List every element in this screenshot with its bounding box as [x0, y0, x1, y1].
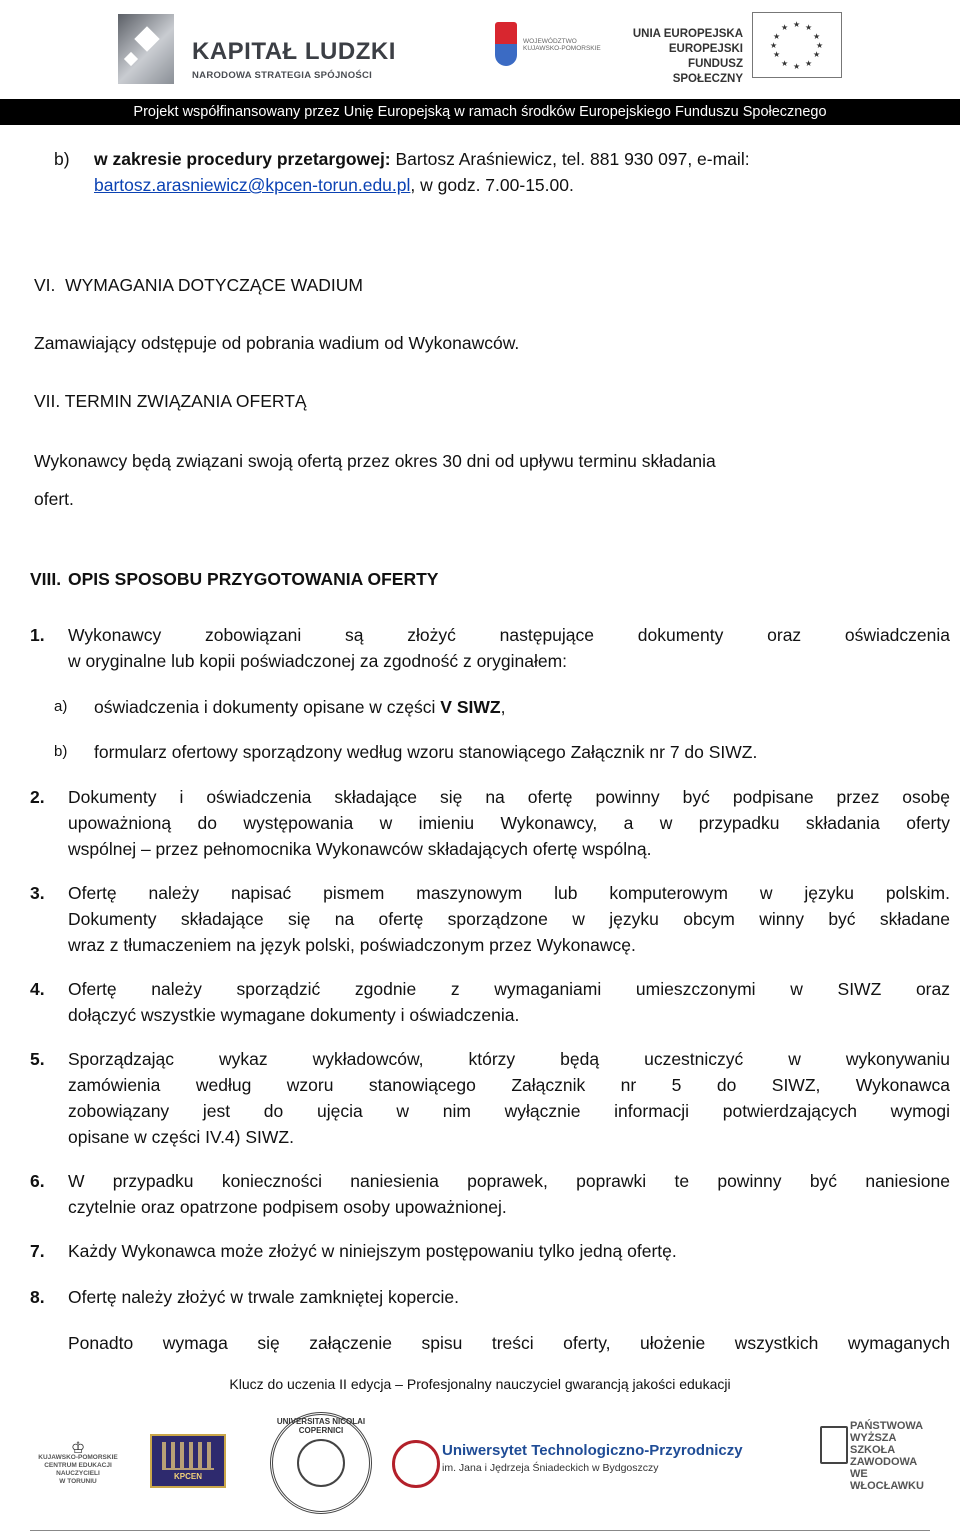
section-7-title: VII. TERMIN ZWIĄZANIA OFERTĄ	[34, 391, 307, 411]
kapital-ludzki-logo	[118, 8, 408, 92]
section-8-continuation: Ponadto wymaga się załączenie spisu treści oferty, ułożenie wszystkich wymaganych	[68, 1333, 950, 1353]
footer-rule	[30, 1530, 930, 1531]
contact-line-1	[94, 146, 750, 172]
item-3-line-3: wraz z tłumaczeniem na język polski, poświadczonym przez Wykonawcę.	[68, 935, 636, 955]
umk-seal-icon	[297, 1439, 345, 1487]
kpcen-logo	[150, 1434, 226, 1488]
header-logo-bar	[0, 0, 960, 100]
item-6-text	[68, 1168, 950, 1220]
item-2-line-1: Dokumenty i oświadczenia składające się na ofertę powinny być podpisane przez osobę	[68, 787, 950, 807]
item-5-line-2: zamówienia według wzoru stanowiącego Załącznik nr 5 do SIWZ, Wykonawca	[68, 1075, 950, 1095]
utp-emblem-icon	[392, 1440, 440, 1488]
item-5-line-4: opisane w części IV.4) SIWZ.	[68, 1127, 294, 1147]
section-7-text-line-2: ofert.	[34, 489, 74, 509]
item-2-line-2: upoważnioną do występowania w imieniu Wykonawcy, a w przypadku składania oferty	[68, 813, 950, 833]
item-5-line-3: zobowiązany jest do ujęcia w nim wyłącznie informacji potwierdzających wymogi	[68, 1101, 950, 1121]
pwsz-text: PAŃSTWOWA WYŻSZA SZKOŁA ZAWODOWA WE WŁOCŁAWKU	[850, 1420, 924, 1492]
pwsz-logo	[820, 1420, 930, 1500]
umk-text: UNIVERSITAS NICOLAI COPERNICI	[276, 1417, 366, 1435]
pwsz-emblem-icon	[820, 1426, 848, 1464]
region-text: WOJEWÓDZTWO KUJAWSKO-POMORSKIE	[523, 38, 601, 52]
item-5-text	[68, 1046, 950, 1150]
item-8-number: 8.	[30, 1287, 45, 1307]
item-5-line-1: Sporządzając wykaz wykładowców, którzy będą uczestniczyć w wykonywaniu	[68, 1049, 950, 1069]
item-1-line-2: w oryginalne lub kopii poświadczonej za zgodność z oryginałem:	[68, 651, 568, 671]
contact-email-link[interactable]: bartosz.arasniewicz@kpcen-torun.edu.pl	[94, 175, 411, 195]
contact-heading: w zakresie procedury przetargowej:	[94, 149, 391, 169]
region-shield-icon	[495, 22, 517, 66]
section-8-title: OPIS SPOSOBU PRZYGOTOWANIA OFERTY	[68, 569, 439, 589]
item-3-text	[68, 880, 950, 958]
eu-line-1: UNIA EUROPEJSKA	[632, 28, 743, 40]
item-1-text	[68, 622, 950, 674]
item-2-text	[68, 784, 950, 862]
utp-name: Uniwersytet Technologiczno-Przyrodniczy	[442, 1442, 743, 1459]
footer-caption: Klucz do uczenia II edycja – Profesjonalny nauczyciel gwarancją jakości edukacji	[229, 1376, 731, 1392]
utp-subtitle: im. Jana i Jędrzeja Śniadeckich w Bydgoszczy	[442, 1462, 659, 1474]
item-2-line-3: wspólnej – przez pełnomocnika Wykonawców składających ofertę wspólną.	[68, 839, 652, 859]
item-4-number: 4.	[30, 979, 45, 999]
eu-line-3: FUNDUSZ SPOŁECZNY	[672, 58, 743, 85]
project-banner: Projekt współfinansowany przez Unię Europejską w ramach środków Europejskiego Funduszu Społecznego	[0, 99, 960, 125]
kapital-ludzki-emblem-icon	[118, 14, 174, 84]
item-5-number: 5.	[30, 1049, 45, 1069]
item-3-line-1: Ofertę należy napisać pismem maszynowym lub komputerowym w języku polskim.	[68, 883, 950, 903]
section-6-title: VI. WYMAGANIA DOTYCZĄCE WADIUM	[34, 275, 363, 295]
item-1-line-1: Wykonawcy zobowiązani są złożyć następujące dokumenty oraz oświadczenia	[68, 625, 950, 645]
item-6-line-1: W przypadku konieczności naniesienia poprawek, poprawki te powinny być naniesione	[68, 1171, 950, 1191]
kpcen-castle-icon	[162, 1442, 214, 1470]
item-4-text	[68, 976, 950, 1028]
item-6-number: 6.	[30, 1171, 45, 1191]
region-logo	[495, 20, 610, 84]
item-1-sub-a-bold: V SIWZ	[440, 697, 501, 717]
contact-label: b)	[54, 149, 70, 169]
item-1-sub-a	[94, 694, 505, 720]
kpoc-logo	[28, 1438, 128, 1494]
section-6-text: Zamawiający odstępuje od pobrania wadium od Wykonawców.	[34, 333, 520, 353]
eu-flag-icon: ★ ★ ★ ★ ★ ★ ★ ★ ★ ★ ★ ★	[752, 12, 842, 78]
item-3-line-2: Dokumenty składające się na ofertę sporządzone w języku obcym winny być składane	[68, 909, 950, 929]
item-7-text: Każdy Wykonawca może złożyć w niniejszym postępowaniu tylko jedną ofertę.	[68, 1241, 677, 1261]
utp-logo	[392, 1440, 743, 1490]
kapital-ludzki-title: KAPITAŁ LUDZKI	[192, 38, 396, 65]
item-3-number: 3.	[30, 883, 45, 903]
item-1-sub-a-text: oświadczenia i dokumenty opisane w części	[94, 697, 441, 717]
kpoc-text: KUJAWSKO-POMORSKIE CENTRUM EDUKACJI NAUCZYCIELI W TORUNIU	[38, 1454, 118, 1485]
item-1-sub-a-label: a)	[54, 698, 68, 715]
item-1-number: 1.	[30, 625, 45, 645]
item-1-sub-a-tail: ,	[500, 697, 506, 717]
eu-line-2: EUROPEJSKI	[668, 43, 743, 55]
umk-seal-logo	[270, 1412, 372, 1514]
footer-logos	[0, 1400, 960, 1510]
item-1-sub-b-text: formularz ofertowy sporządzony według wzoru stanowiącego Załącznik nr 7 do SIWZ.	[94, 742, 758, 762]
kpcen-text: KPCEN	[173, 1472, 202, 1481]
eu-text	[625, 27, 743, 87]
item-8-text: Ofertę należy złożyć w trwale zamkniętej kopercie.	[68, 1287, 459, 1307]
item-1-sub-b-label: b)	[54, 743, 68, 760]
item-6-line-2: czytelnie oraz opatrzone podpisem osoby upoważnionej.	[68, 1197, 507, 1217]
item-7-number: 7.	[30, 1241, 45, 1261]
section-7-text-line-1: Wykonawcy będą związani swoją ofertą przez okres 30 dni od upływu terminu składania	[34, 451, 716, 471]
contact-person: Bartosz Araśniewicz, tel. 881 930 097, e-mail:	[390, 149, 750, 169]
kapital-ludzki-subtitle: NARODOWA STRATEGIA SPÓJNOŚCI	[192, 70, 373, 81]
kpoc-emblem-icon: ♔	[70, 1440, 86, 1457]
item-2-number: 2.	[30, 787, 45, 807]
section-8-number: VIII.	[30, 569, 62, 589]
contact-line-2	[94, 172, 574, 198]
item-4-line-1: Ofertę należy sporządzić zgodnie z wymaganiami umieszczonymi w SIWZ oraz	[68, 979, 950, 999]
item-4-line-2: dołączyć wszystkie wymagane dokumenty i oświadczenia.	[68, 1005, 520, 1025]
contact-hours: , w godz. 7.00-15.00.	[410, 175, 574, 195]
